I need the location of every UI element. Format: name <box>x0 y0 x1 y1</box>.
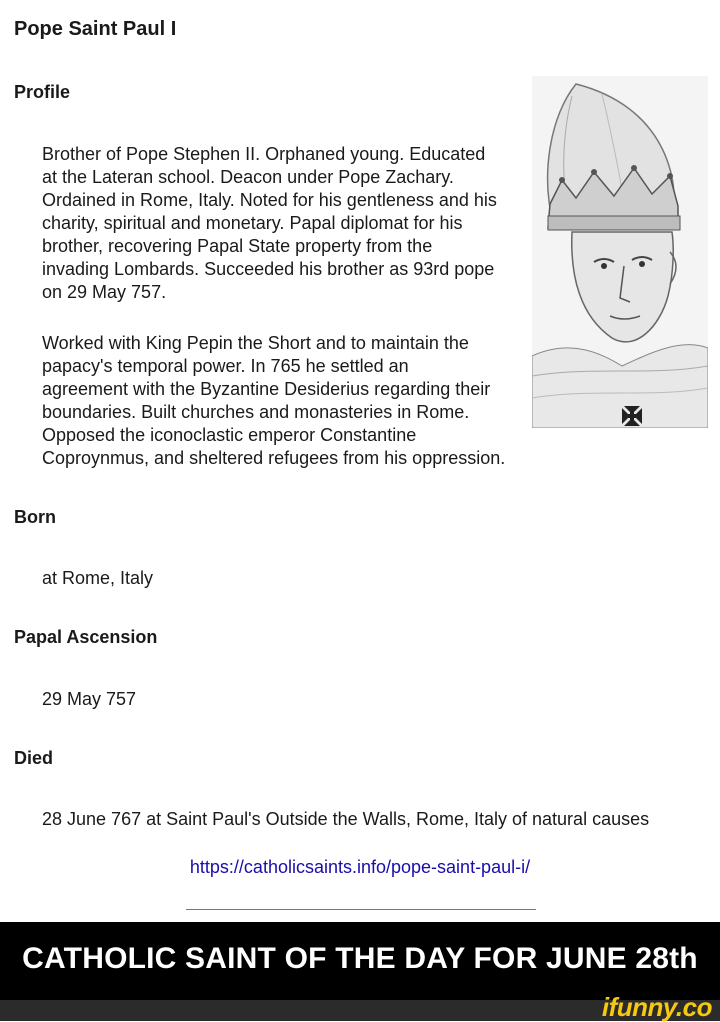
text-line: Coproynmus, and sheltered refugees from his oppression. <box>42 448 506 468</box>
text-line: at the Lateran school. Deacon under Pope Zachary. <box>42 167 454 187</box>
profile-paragraph-1 <box>42 143 497 304</box>
died-heading: Died <box>14 748 54 768</box>
text-line: papacy's temporal power. In 765 he settled an <box>42 356 409 376</box>
born-value: at Rome, Italy <box>42 568 154 588</box>
ifunny-watermark: ifunny.co <box>601 992 712 1022</box>
papal-ascension-heading: Papal Ascension <box>14 627 158 647</box>
text-line: agreement with the Byzantine Desiderius regarding their <box>42 379 491 399</box>
text-line: Brother of Pope Stephen II. Orphaned young. Educated <box>42 144 486 164</box>
profile-heading: Profile <box>14 82 71 102</box>
text-line: on 29 May 757. <box>42 282 167 302</box>
profile-paragraph-2 <box>42 332 505 470</box>
caption-banner <box>0 922 720 1000</box>
source-link[interactable]: https://catholicsaints.info/pope-saint-paul-i/ <box>189 857 531 877</box>
text-line: boundaries. Built churches and monasteries in Rome. <box>42 402 470 422</box>
divider <box>186 909 536 910</box>
page-title: Pope Saint Paul I <box>14 18 177 40</box>
banner-caption: CATHOLIC SAINT OF THE DAY FOR JUNE 28th <box>22 942 698 975</box>
died-value: 28 June 767 at Saint Paul's Outside the Walls, Rome, Italy of natural causes <box>42 809 650 829</box>
text-line: brother, recovering Papal State property from the <box>42 236 433 256</box>
text-line: Worked with King Pepin the Short and to maintain the <box>42 333 469 353</box>
text-line: charity, spiritual and monetary. Papal diplomat for his <box>42 213 463 233</box>
text-line: invading Lombards. Succeeded his brother as 93rd pope <box>42 259 495 279</box>
text-line: Ordained in Rome, Italy. Noted for his gentleness and his <box>42 190 497 210</box>
born-heading: Born <box>14 507 56 527</box>
papal-ascension-value: 29 May 757 <box>42 689 137 709</box>
pope-portrait-image <box>532 76 708 428</box>
text-line: Opposed the iconoclastic emperor Constantine <box>42 425 417 445</box>
